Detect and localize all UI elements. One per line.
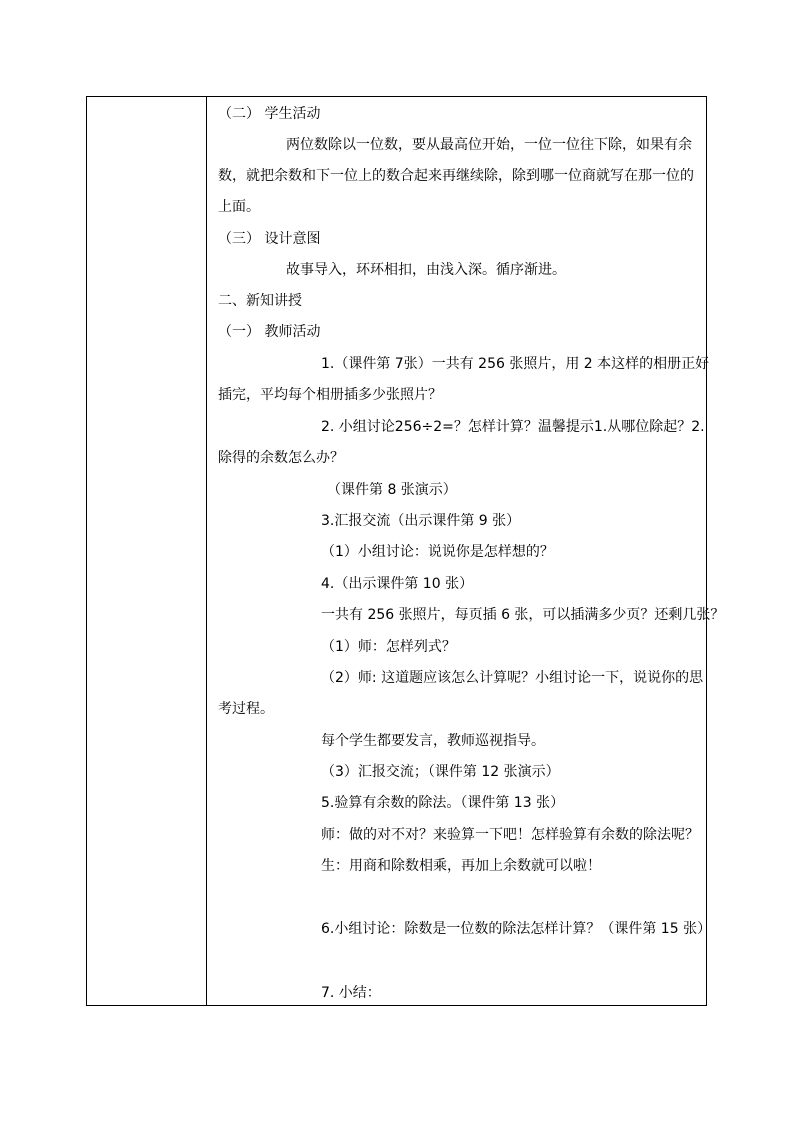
heading-teacher-activity: （一） 教师活动 — [218, 324, 321, 340]
text-line: 数，就把余数和下一位上的数合起来再继续除，除到哪一位商就写在那一位的 — [218, 168, 694, 184]
text-line: 生：用商和除数相乘，再加上余数就可以啦！ — [321, 858, 601, 874]
text-line: 故事导入，环环相扣，由浅入深。循序渐进。 — [286, 262, 566, 278]
text-line: 考过程。 — [218, 701, 274, 717]
heading-student-activity: （二） 学生活动 — [218, 106, 321, 122]
text-line: 师：做的对不对？来验算一下吧！怎样验算有余数的除法呢？ — [321, 827, 699, 843]
text-line: 7. 小结： — [321, 985, 381, 1001]
text-line: 每个学生都要发言，教师巡视指导。 — [321, 733, 545, 749]
table-column-divider — [206, 96, 207, 1006]
text-line: 上面。 — [218, 199, 260, 215]
section-heading-new-knowledge: 二、新知讲授 — [218, 293, 302, 309]
text-line: （1）小组讨论：说说你是怎样想的？ — [321, 544, 554, 560]
text-line: （课件第 8 张演示） — [327, 482, 457, 498]
heading-design-intent: （三） 设计意图 — [218, 231, 321, 247]
text-line: 两位数除以一位数，要从最高位开始，一位一位往下除，如果有余 — [286, 137, 692, 153]
text-line: 4.（出示课件第 10 张） — [321, 576, 474, 592]
text-line: 插完，平均每个相册插多少张照片？ — [218, 387, 442, 403]
text-line: 5.验算有余数的除法。（课件第 13 张） — [321, 795, 565, 811]
text-line: 1.（课件第 7张）一共有 256 张照片，用 2 本这样的相册正好 — [321, 356, 710, 372]
text-line: （3）汇报交流；（课件第 12 张演示） — [321, 764, 560, 780]
text-line: 一共有 256 张照片，每页插 6 张，可以插满多少页？还剩几张？ — [321, 607, 725, 623]
text-line: 6.小组讨论：除数是一位数的除法怎样计算？（课件第 15 张） — [321, 921, 712, 937]
text-line: 2. 小组讨论256÷2=？怎样计算？温馨提示1.从哪位除起？2. — [321, 419, 705, 435]
text-line: 除得的余数怎么办？ — [218, 450, 344, 466]
text-line: （1）师：怎样列式？ — [321, 639, 456, 655]
text-line: 3.汇报交流（出示课件第 9 张） — [321, 513, 521, 529]
text-line: （2）师: 这道题应该怎么计算呢？小组讨论一下，说说你的思 — [321, 670, 704, 686]
